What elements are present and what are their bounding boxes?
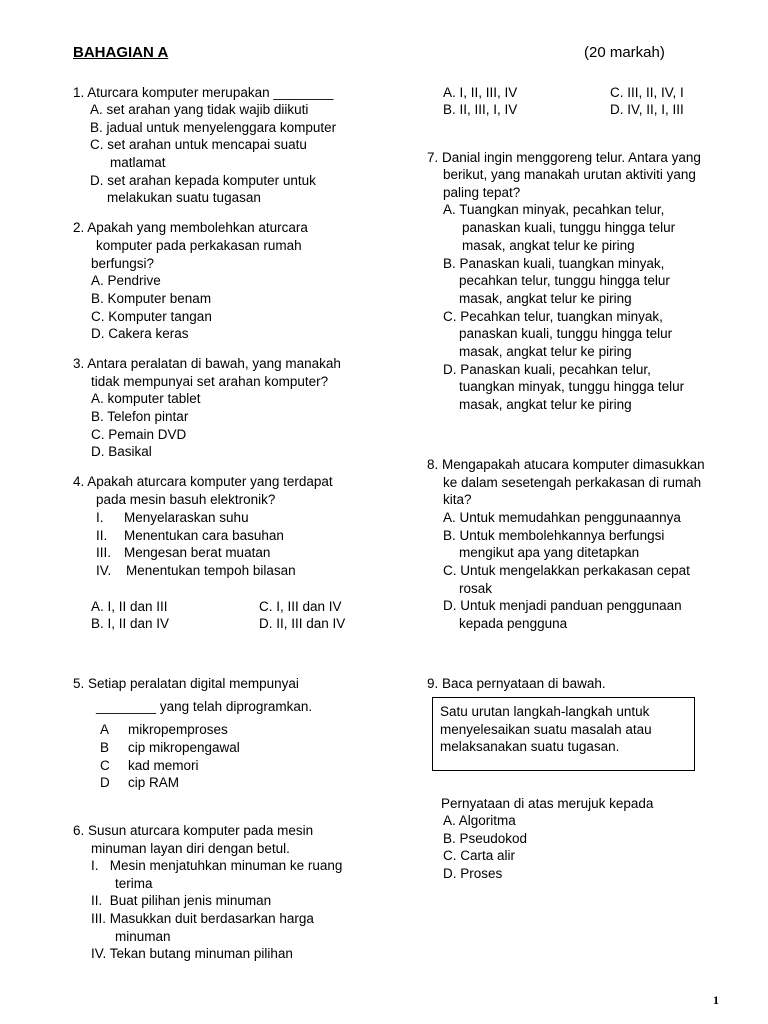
roman-number: II.	[96, 528, 108, 543]
option-b: cip mikropengawal	[128, 740, 240, 755]
option-d: D. Basikal	[91, 444, 152, 459]
option-a: A. Untuk memudahkan penggunaannya	[443, 510, 681, 525]
option-d-cont: melakukan suatu tugasan	[107, 190, 261, 205]
option-a: A. Pendrive	[91, 273, 161, 288]
option-c: C. I, III dan IV	[259, 599, 342, 614]
option-b: B. II, III, I, IV	[443, 102, 518, 117]
option-letter: A	[100, 722, 110, 737]
option-b-cont: pecahkan telur, tunggu hingga telur	[459, 273, 670, 288]
question-stem: 4. Apakah aturcara komputer yang terdapat	[73, 474, 333, 489]
option-d-cont: tuangkan minyak, tunggu hingga telur	[459, 379, 685, 394]
question-stem: 1. Aturcara komputer merupakan ________	[73, 85, 334, 100]
option-a: mikropemproses	[128, 722, 228, 737]
option-letter: D	[100, 775, 110, 790]
question-stem-cont: berfungsi?	[91, 256, 155, 271]
roman-item-cont: minuman	[115, 929, 171, 944]
roman-item: Menentukan cara basuhan	[124, 528, 284, 543]
option-b: B. Untuk membolehkannya berfungsi	[443, 528, 665, 543]
question-stem-cont: berikut, yang manakah urutan aktiviti yang	[443, 167, 696, 182]
option-b: B. I, II dan IV	[91, 616, 170, 631]
option-c: C. Pecahkan telur, tuangkan minyak,	[443, 309, 663, 324]
section-title: BAHAGIAN A	[73, 44, 169, 61]
roman-item: II. Buat pilihan jenis minuman	[91, 893, 272, 908]
option-c-cont: panaskan kuali, tunggu hingga telur	[459, 326, 673, 341]
option-a: A. set arahan yang tidak wajib diikuti	[90, 102, 309, 117]
option-a: A. Tuangkan minyak, pecahkan telur,	[443, 202, 665, 217]
option-a-cont: panaskan kuali, tunggu hingga telur	[462, 220, 676, 235]
question-stem: 8. Mengapakah atucara komputer dimasukkan	[427, 457, 705, 472]
option-c-cont: matlamat	[110, 155, 166, 170]
option-b-cont: masak, angkat telur ke piring	[459, 291, 632, 306]
option-c: C. set arahan untuk mencapai suatu	[90, 137, 307, 152]
roman-item-cont: terima	[115, 876, 153, 891]
question-stem-cont: ke dalam sesetengah perkakasan di rumah	[443, 475, 702, 490]
option-c: C. Carta alir	[443, 848, 516, 863]
option-d: D. Untuk menjadi panduan penggunaan	[443, 598, 682, 613]
question-stem: 2. Apakah yang membolehkan aturcara	[73, 220, 308, 235]
option-b: B. jadual untuk menyelenggara komputer	[90, 120, 337, 135]
option-c: C. Komputer tangan	[91, 309, 212, 324]
question-stem-cont: ________ yang telah diprogramkan.	[96, 699, 313, 714]
option-d-cont: masak, angkat telur ke piring	[459, 397, 632, 412]
question-stem: 6. Susun aturcara komputer pada mesin	[73, 823, 314, 838]
option-d: D. Proses	[443, 866, 503, 881]
option-d: D. II, III dan IV	[259, 616, 346, 631]
option-d: D. Cakera keras	[91, 326, 189, 341]
option-a: A. komputer tablet	[91, 391, 201, 406]
statement-text: menyelesaikan suatu masalah atau	[440, 722, 652, 737]
option-b: B. Pseudokod	[443, 831, 528, 846]
question-stem: 5. Setiap peralatan digital mempunyai	[73, 676, 299, 691]
option-letter: B	[100, 740, 110, 755]
option-c-cont: masak, angkat telur ke piring	[459, 344, 632, 359]
statement-text: Satu urutan langkah-langkah untuk	[440, 704, 650, 719]
option-c: C. III, II, IV, I	[610, 85, 684, 100]
page-number: 1	[713, 993, 719, 1007]
option-d: cip RAM	[128, 775, 180, 790]
option-a: A. I, II, III, IV	[443, 85, 518, 100]
question-stem-cont: minuman layan diri dengan betul.	[91, 841, 290, 856]
question-stem-cont: tidak mempunyai set arahan komputer?	[91, 374, 329, 389]
option-a: A. I, II dan III	[91, 599, 168, 614]
roman-item: Mengesan berat muatan	[124, 545, 271, 560]
question-stem-cont: pada mesin basuh elektronik?	[96, 492, 276, 507]
option-a: A. Algoritma	[443, 813, 516, 828]
roman-item: IV. Tekan butang minuman pilihan	[91, 946, 293, 961]
roman-item: I. Mesin menjatuhkan minuman ke ruang	[91, 858, 343, 873]
question-stem: 9. Baca pernyataan di bawah.	[427, 676, 606, 691]
question-stem: 3. Antara peralatan di bawah, yang manakah	[73, 356, 341, 371]
option-letter: C	[100, 758, 110, 773]
roman-number: III.	[96, 545, 112, 560]
total-marks: (20 markah)	[584, 44, 665, 61]
roman-number: I.	[96, 510, 104, 525]
roman-number: IV.	[96, 563, 112, 578]
option-d-cont: kepada pengguna	[459, 616, 568, 631]
option-c: kad memori	[128, 758, 199, 773]
option-b: B. Panaskan kuali, tuangkan minyak,	[443, 256, 665, 271]
option-d: D. set arahan kepada komputer untuk	[90, 173, 316, 188]
question-stem-cont: kita?	[443, 492, 472, 507]
roman-item: III. Masukkan duit berdasarkan harga	[91, 911, 314, 926]
statement-text: melaksanakan suatu tugasan.	[440, 739, 620, 754]
option-b-cont: mengikut apa yang ditetapkan	[459, 545, 640, 560]
question-stem: 7. Danial ingin menggoreng telur. Antara yang	[427, 150, 701, 165]
roman-item: Menentukan tempoh bilasan	[126, 563, 296, 578]
question-stem-cont: paling tepat?	[443, 185, 521, 200]
option-c-cont: rosak	[459, 581, 493, 596]
option-d: D. Panaskan kuali, pecahkan telur,	[443, 362, 651, 377]
option-b: B. Telefon pintar	[91, 409, 189, 424]
option-b: B. Komputer benam	[91, 291, 212, 306]
option-c: C. Pemain DVD	[91, 427, 187, 442]
option-a-cont: masak, angkat telur ke piring	[462, 238, 635, 253]
question-prompt: Pernyataan di atas merujuk kepada	[441, 796, 654, 811]
option-d: D. IV, II, I, III	[610, 102, 684, 117]
roman-item: Menyelaraskan suhu	[124, 510, 249, 525]
question-stem-cont: komputer pada perkakasan rumah	[96, 238, 302, 253]
option-c: C. Untuk mengelakkan perkakasan cepat	[443, 563, 690, 578]
